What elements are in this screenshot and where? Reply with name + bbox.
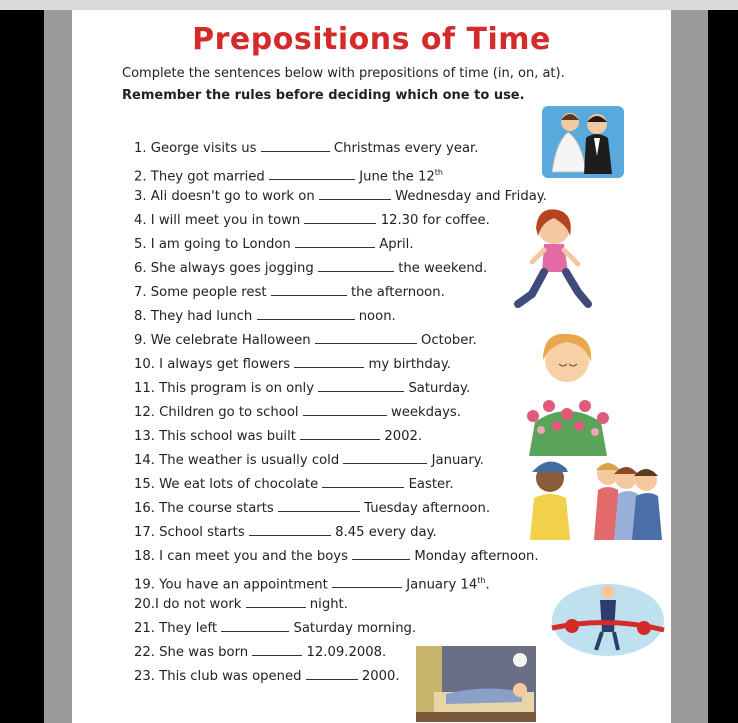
exercise-sentence bbox=[134, 477, 454, 493]
sentence-start: 1. George visits us bbox=[134, 141, 257, 156]
group-of-kids-image bbox=[522, 454, 664, 540]
exercise-sentence bbox=[134, 189, 547, 205]
exercise-sentence bbox=[134, 165, 443, 185]
answer-blank[interactable] bbox=[252, 645, 302, 656]
answer-blank[interactable] bbox=[249, 525, 331, 536]
answer-blank[interactable] bbox=[257, 309, 355, 320]
sentence-start: 14. The weather is usually cold bbox=[134, 453, 340, 468]
right-gray-margin bbox=[671, 10, 708, 723]
sentence-end: 8.45 every day. bbox=[335, 525, 437, 540]
ordinal-suffix: th bbox=[434, 168, 443, 177]
exercise-sentence bbox=[134, 237, 414, 253]
sentence-end: June the 12 bbox=[359, 169, 435, 185]
sentence-end: January. bbox=[431, 453, 484, 468]
answer-blank[interactable] bbox=[319, 189, 391, 200]
sentence-start: 9. We celebrate Halloween bbox=[134, 333, 311, 348]
sentence-start: 21. They left bbox=[134, 621, 218, 636]
sentence-end: my birthday. bbox=[368, 357, 451, 372]
sentence-start: 11. This program is on only bbox=[134, 381, 315, 396]
answer-blank[interactable] bbox=[352, 549, 410, 560]
sentence-start: 23. This club was opened bbox=[134, 669, 302, 684]
exercise-sentence bbox=[134, 429, 422, 445]
answer-blank[interactable] bbox=[261, 141, 330, 152]
sentence-start: 2. They got married bbox=[134, 169, 265, 185]
ribbon-cutting-image bbox=[548, 576, 666, 658]
exercise-sentence bbox=[134, 549, 539, 565]
sentence-start: 15. We eat lots of chocolate bbox=[134, 477, 319, 492]
answer-blank[interactable] bbox=[332, 577, 402, 588]
sentence-start: 22. She was born bbox=[134, 645, 249, 660]
sentence-start: 12. Children go to school bbox=[134, 405, 299, 420]
sentence-end: 2000. bbox=[361, 669, 400, 684]
left-black-margin bbox=[0, 10, 44, 723]
answer-blank[interactable] bbox=[294, 357, 364, 368]
sentence-end: night. bbox=[309, 597, 348, 612]
exercise-sentence bbox=[134, 333, 477, 349]
exercise-sentence bbox=[134, 261, 487, 277]
answer-blank[interactable] bbox=[306, 669, 358, 680]
sentence-end: Saturday morning. bbox=[293, 621, 417, 636]
sentence-end: weekdays. bbox=[390, 405, 461, 420]
answer-blank[interactable] bbox=[303, 405, 387, 416]
exercise-sentence bbox=[134, 141, 478, 157]
wedding-couple-image bbox=[542, 102, 624, 178]
sentence-start: 5. I am going to London bbox=[134, 237, 291, 252]
answer-blank[interactable] bbox=[246, 597, 306, 608]
sentence-end: 12.30 for coffee. bbox=[380, 213, 490, 228]
answer-blank[interactable] bbox=[300, 429, 380, 440]
sentence-end: the afternoon. bbox=[350, 285, 445, 300]
girl-with-flowers-image bbox=[519, 330, 619, 456]
sentence-start: 4. I will meet you in town bbox=[134, 213, 301, 228]
exercise-sentence bbox=[134, 309, 396, 325]
sentence-start: 10. I always get flowers bbox=[134, 357, 291, 372]
sentence-start: 19. You have an appointment bbox=[134, 577, 328, 593]
answer-blank[interactable] bbox=[315, 333, 417, 344]
ordinal-suffix: th bbox=[477, 576, 486, 585]
exercise-sentence bbox=[134, 213, 490, 229]
worksheet-title: Prepositions of Time bbox=[192, 22, 551, 57]
sentence-start: 20.I do not work bbox=[134, 597, 242, 612]
right-black-margin bbox=[708, 10, 738, 723]
exercise-sentence bbox=[134, 357, 451, 373]
exercise-sentence bbox=[134, 453, 484, 469]
sentence-start: 6. She always goes jogging bbox=[134, 261, 314, 276]
exercise-sentence bbox=[134, 597, 348, 613]
sentence-end: Wednesday and Friday. bbox=[395, 189, 547, 204]
sentence-end: April. bbox=[379, 237, 414, 252]
sentence-start: 16. The course starts bbox=[134, 501, 274, 516]
sentence-start: 7. Some people rest bbox=[134, 285, 267, 300]
jogging-girl-image bbox=[512, 206, 598, 316]
rules-reminder: Remember the rules before deciding which one to use. bbox=[122, 88, 525, 103]
sentence-end: 2002. bbox=[384, 429, 423, 444]
sentence-end: Easter. bbox=[408, 477, 454, 492]
sentence-start: 17. School starts bbox=[134, 525, 245, 540]
sentence-end: Tuesday afternoon. bbox=[364, 501, 491, 516]
sentence-end: Christmas every year. bbox=[333, 141, 479, 156]
sentence-end: Saturday. bbox=[408, 381, 471, 396]
sentence-start: 18. I can meet you and the boys bbox=[134, 549, 348, 564]
top-strip bbox=[0, 0, 738, 10]
answer-blank[interactable] bbox=[269, 169, 355, 180]
sentence-start: 3. Ali doesn't go to work on bbox=[134, 189, 315, 204]
answer-blank[interactable] bbox=[295, 237, 375, 248]
sentence-end: Monday afternoon. bbox=[414, 549, 539, 564]
exercise-sentence: 19. You have an appointment January 14th. bbox=[134, 576, 490, 593]
answer-blank[interactable] bbox=[221, 621, 289, 632]
answer-blank[interactable] bbox=[318, 261, 394, 272]
exercise-sentence bbox=[134, 669, 400, 685]
sentence-start: 8. They had lunch bbox=[134, 309, 253, 324]
sentence-end: noon. bbox=[358, 309, 396, 324]
sentence-end: October. bbox=[421, 333, 477, 348]
answer-blank[interactable] bbox=[343, 453, 427, 464]
sentence-end: 12.09.2008. bbox=[306, 645, 387, 660]
exercise-sentence bbox=[134, 645, 386, 661]
answer-blank[interactable] bbox=[271, 285, 347, 296]
answer-blank[interactable] bbox=[322, 477, 404, 488]
exercise-sentence bbox=[134, 621, 416, 637]
exercise-sentence bbox=[134, 285, 445, 301]
instruction-line: Complete the sentences below with prepositions of time (in, on, at). bbox=[122, 66, 565, 81]
worksheet-page bbox=[72, 10, 671, 723]
answer-blank[interactable] bbox=[318, 381, 404, 392]
left-gray-margin bbox=[44, 10, 72, 723]
exercise-sentence bbox=[134, 525, 437, 541]
answer-blank[interactable] bbox=[304, 213, 376, 224]
answer-blank[interactable] bbox=[278, 501, 360, 512]
sentence-end: the weekend. bbox=[398, 261, 488, 276]
sentence-end: January 14 bbox=[406, 577, 478, 593]
exercise-sentence bbox=[134, 381, 470, 397]
exercise-sentence bbox=[134, 405, 461, 421]
sentence-start: 13. This school was built bbox=[134, 429, 296, 444]
exercise-sentence bbox=[134, 501, 490, 517]
sleeping-man-image bbox=[416, 646, 536, 722]
